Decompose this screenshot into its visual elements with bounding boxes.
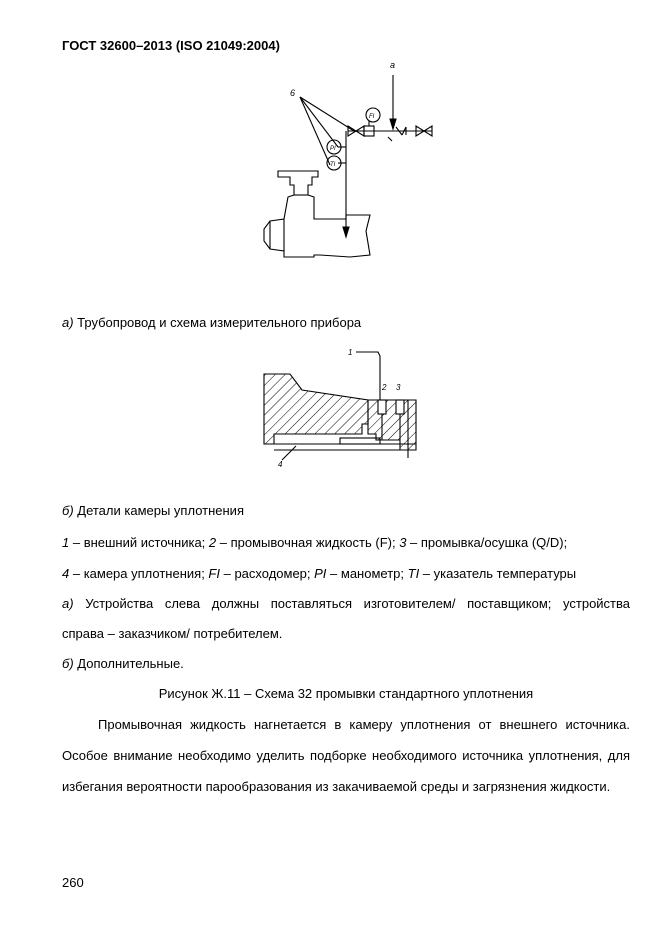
figure-caption: Рисунок Ж.11 – Схема 32 промывки стандартного уплотнения — [158, 686, 534, 701]
page-number: 260 — [62, 875, 84, 890]
figure-b-caption: б) Детали камеры уплотнения — [62, 503, 244, 518]
label-fi: FI — [369, 114, 375, 120]
note-a-line-2: справа – заказчиком/ потребителем. — [62, 626, 283, 641]
legend-line-2: 4 – камера уплотнения; FI – расходомер; PI – манометр; TI – указатель температуры — [62, 566, 577, 581]
label-1: 1 — [348, 348, 353, 357]
label-3: 3 — [396, 383, 401, 392]
figure-a-piping-diagram — [230, 55, 450, 285]
note-a-line-1: а) Устройства слева должны поставляться изготовителем/ поставщиком; устройства — [62, 596, 630, 611]
legend-line-1: 1 – внешний источника; 2 – промывочная жидкость (F); 3 – промывка/осушка (Q/D); — [62, 535, 568, 550]
label-6: 6 — [290, 88, 296, 98]
label-pi: PI — [330, 146, 336, 152]
figure-a-caption: а) Трубопровод и схема измерительного прибора — [62, 315, 362, 330]
label-ti: TI — [330, 162, 336, 168]
body-paragraph: Промывочная жидкость нагнетается в камеру уплотнения от внешнего источника. Особое внимание необходимо уделить подборке необходимого источника уплотнения, для избегания вероятности парообразования из закачиваемой среды и загрязнения жидкости. — [62, 717, 630, 794]
label-2: 2 — [382, 383, 387, 392]
figure-b-seal-chamber-diagram — [250, 340, 430, 470]
note-b: б) Дополнительные. — [62, 656, 184, 671]
label-4: 4 — [278, 460, 283, 469]
label-a: а — [390, 60, 396, 70]
document-header: ГОСТ 32600–2013 (ISO 21049:2004) — [62, 38, 280, 53]
